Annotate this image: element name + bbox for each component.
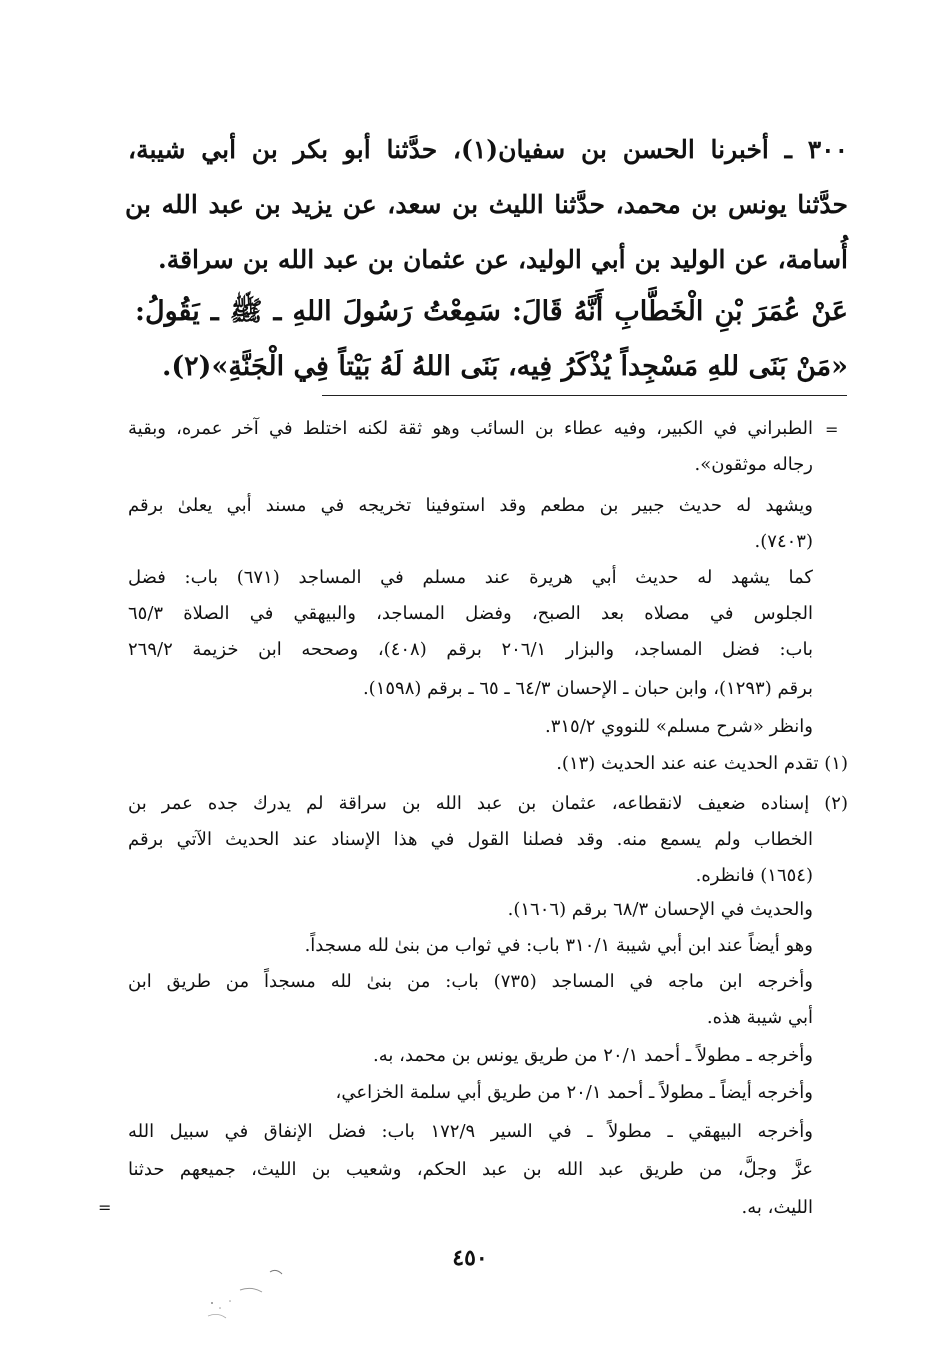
footnote-cont-line-4: (٧٤٠٣). <box>754 531 813 552</box>
footnote-cont-line-2: رجاله موثقون». <box>694 454 813 475</box>
hadith-line-2: «مَنْ بَنَى للهِ مَسْجِداً يُذْكَرُ فِيه، بَنَى اللهُ لَهُ بَيْتاً فِي الْجَنَّةِ»(٢). <box>161 351 848 382</box>
footnote-2-line-11: عزَّ وجلَّ، من طريق عبد الله بن عبد الحكم، وشعيب بن الليث، جميعهم حدثنا <box>128 1159 813 1180</box>
hadith-line-1: عَنْ عُمَرَ بْنِ الْخَطَّابِ أَنَّهُ قَالَ: سَمِعْتُ رَسُولَ اللهِ ـ ﷺ ـ يَقُولُ: <box>135 296 848 327</box>
footnote-2-line-7: أبي شيبة هذه. <box>706 1007 813 1028</box>
footnote-2-line-6: وأخرجه ابن ماجه في المساجد (٧٣٥) باب: من بنىٰ لله مسجداً من طريق ابن <box>128 971 813 992</box>
footnote-2-line-4: والحديث في الإحسان ٦٨/٣ برقم (١٦٠٦). <box>507 899 813 920</box>
footnote-2-line-1: (٢) إسناده ضعيف لانقطاعه، عثمان بن عبد الله بن سراقة لم يدرك جده عمر بن <box>128 793 848 814</box>
footnote-2-line-8: وأخرجه ـ مطولاً ـ أحمد ٢٠/١ من طريق يونس بن محمد، به. <box>373 1045 813 1066</box>
continuation-mark: = <box>825 420 839 439</box>
footnote-cont-line-3: ويشهد له حديث جبير بن مطعم وقد استوفينا تخريجه في مسند أبي يعلىٰ برقم <box>128 495 813 516</box>
footnote-2-line-3: (١٦٥٤) فانظره. <box>695 865 813 886</box>
footnote-2-line-5: وهو أيضاً عند ابن أبي شيبة ٣١٠/١ باب: في ثواب من بنىٰ لله مسجداً. <box>304 935 813 956</box>
footnote-cont-line-6: الجلوس في مصلاه بعد الصبح، وفضل المساجد، والبيهقي في الصلاة ٦٥/٣ <box>128 603 813 624</box>
main-line-1: ٣٠٠ ـ أخبرنا الحسن بن سفيان(١)، حدَّثنا أبو بكر بن أبي شيبة، <box>128 135 849 164</box>
continuation-mark-bottom: = <box>98 1198 112 1217</box>
footnote-2-line-10: وأخرجه البيهقي ـ مطولاً ـ في السير ١٧٢/٩ باب: فضل الإنفاق في سبيل الله <box>128 1121 813 1142</box>
page-number: ٤٥٠ <box>452 1245 488 1271</box>
footnote-cont-line-5: كما يشهد له حديث أبي هريرة عند مسلم في المساجد (٦٧١) باب: فضل <box>128 567 813 588</box>
footnote-1: (١) تقدم الحديث عنه عند الحديث (١٣). <box>556 753 848 774</box>
footnote-cont-line-8: برقم (١٢٩٣)، وابن حبان ـ الإحسان ٦٤/٣ ـ ٦٥ ـ برقم (١٥٩٨). <box>362 678 813 699</box>
footnote-2-line-12: الليث، به. <box>741 1197 813 1218</box>
footnote-cont-line-9: وانظر «شرح مسلم» للنووي ٣١٥/٢. <box>544 716 813 737</box>
footnote-separator <box>322 395 847 396</box>
footnote-2-line-9: وأخرجه أيضاً ـ مطولاً ـ أحمد ٢٠/١ من طريق أبي سلمة الخزاعي، <box>335 1082 813 1103</box>
main-line-3: أُسامة، عن الوليد بن أبي الوليد، عن عثمان بن عبد الله بن سراقة. <box>158 245 848 274</box>
main-line-2: حدَّثنا يونس بن محمد، حدَّثنا الليث بن سعد، عن يزيد بن عبد الله بن <box>125 190 848 219</box>
footnote-2-line-2: الخطاب ولم يسمع منه. وقد فصلنا القول في هذا الإسناد عند الحديث الآتي برقم <box>128 829 813 850</box>
scan-speck-marks <box>200 1268 310 1328</box>
footnote-cont-line-7: باب: فضل المساجد، والبزار ٢٠٦/١ برقم (٤٠٨)، وصححه ابن خزيمة ٢٦٩/٢ <box>128 639 813 660</box>
footnote-cont-line-1: الطبراني في الكبير، وفيه عطاء بن السائب وهو ثقة لكنه اختلط في آخر عمره، وبقية <box>128 418 813 439</box>
